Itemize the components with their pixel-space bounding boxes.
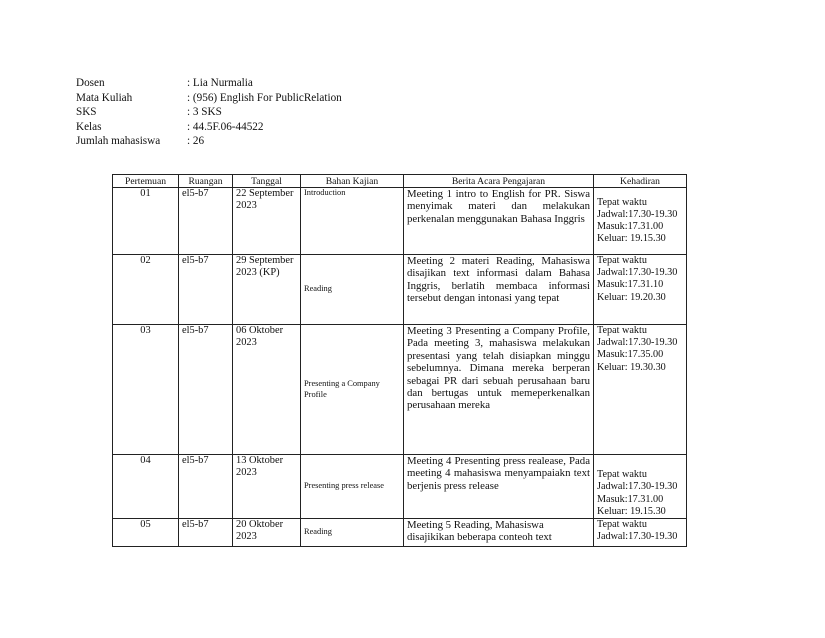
- info-value: : Lia Nurmalia: [187, 77, 253, 89]
- kehadiran-cell: [594, 325, 687, 455]
- tanggal-cell: 22 September 2023: [233, 188, 301, 255]
- kehadiran-jadwal: Jadwal:17.30-19.30: [597, 531, 678, 543]
- pertemuan-cell: 02: [113, 255, 179, 325]
- info-row-kelas: [76, 120, 342, 135]
- column-header-pertemuan: Pertemuan: [113, 175, 179, 188]
- kehadiran-keluar: Keluar: 19.20.30: [597, 291, 666, 303]
- bahan-kajian-cell: Reading: [301, 519, 404, 547]
- kehadiran-keluar: Keluar: 19.15.30: [597, 505, 666, 517]
- course-info: [76, 76, 342, 149]
- kehadiran-keluar: Keluar: 19.15.30: [597, 233, 666, 245]
- kehadiran-status: Tepat waktu: [597, 196, 647, 208]
- table-row: [113, 255, 687, 325]
- column-header-kehadiran: Kehadiran: [594, 175, 687, 188]
- bahan-kajian-cell: Presenting press release: [301, 455, 404, 519]
- tanggal-cell: 29 September 2023 (KP): [233, 255, 301, 325]
- table-row: [113, 188, 687, 255]
- kehadiran-cell: [594, 519, 687, 547]
- table-row: [113, 519, 687, 547]
- ruangan-cell: el5-b7: [179, 325, 233, 455]
- table-row: [113, 455, 687, 519]
- kehadiran-masuk: Masuk:17.31.00: [597, 221, 664, 232]
- kehadiran-jadwal: Jadwal:17.30-19.30: [597, 481, 678, 493]
- bahan-kajian-cell: Presenting a Company Profile: [301, 325, 404, 455]
- berita-acara-cell: Meeting 5 Reading, Mahasiswa disajikikan beberapa conteoh text: [404, 519, 594, 547]
- kehadiran-jadwal: Jadwal:17.30-19.30: [597, 337, 678, 349]
- ruangan-cell: el5-b7: [179, 455, 233, 519]
- info-value: : 26: [187, 135, 205, 147]
- kehadiran-status: Tepat waktu: [597, 469, 647, 481]
- ruangan-cell: el5-b7: [179, 255, 233, 325]
- berita-acara-cell: Meeting 1 intro to English for PR. Siswa menyimak materi dan melakukan perkenalan menggunakan Bahasa Inggris: [404, 188, 594, 255]
- column-header-tanggal: Tanggal: [233, 175, 301, 188]
- kehadiran-cell: [594, 255, 687, 325]
- pertemuan-cell: 05: [113, 519, 179, 547]
- kehadiran-masuk: Masuk:17.31.10: [597, 279, 664, 291]
- info-label: Dosen: [76, 77, 105, 89]
- info-value: : 3 SKS: [187, 106, 222, 118]
- berita-acara-cell: Meeting 3 Presenting a Company Profile, Pada meeting 3, mahasiswa melakukan presentasi yang telah disiapkan minggu sebelumnya. Dimana mereka berperan sebagai PR dari sebuah perusahaan baru dan bertugas untuk memeperkenalkan perusahaan mereka: [404, 325, 594, 455]
- pertemuan-cell: 04: [113, 455, 179, 519]
- table-header-row: [113, 175, 687, 188]
- bahan-kajian-cell: Introduction: [301, 188, 404, 255]
- kehadiran-masuk: Masuk:17.35.00: [597, 349, 664, 361]
- table-row: [113, 325, 687, 455]
- column-header-ruangan: Ruangan: [179, 175, 233, 188]
- berita-acara-cell: Meeting 4 Presenting press realease, Pada meeting 4 mahasiswa menyampaiakn text berjenis press release: [404, 455, 594, 519]
- kehadiran-status: Tepat waktu: [597, 255, 647, 266]
- bahan-kajian-cell: Reading: [301, 255, 404, 325]
- tanggal-cell: 20 Oktober 2023: [233, 519, 301, 547]
- column-header-berita-acara: Berita Acara Pengajaran: [404, 175, 594, 188]
- berita-acara-cell: Meeting 2 materi Reading, Mahasiswa disajikan text informasi dalam Bahasa Inggris, berlatih membaca informasi tersebut dengan intonasi yang tepat: [404, 255, 594, 325]
- info-row-sks: [76, 105, 342, 120]
- kehadiran-cell: [594, 455, 687, 519]
- info-label: Kelas: [76, 120, 102, 133]
- info-row-jumlah-mahasiswa: [76, 134, 342, 149]
- tanggal-cell: 13 Oktober 2023: [233, 455, 301, 519]
- info-label: SKS: [76, 106, 97, 118]
- kehadiran-status: Tepat waktu: [597, 325, 647, 336]
- kehadiran-keluar: Keluar: 19.30.30: [597, 361, 666, 373]
- kehadiran-status: Tepat waktu: [597, 519, 647, 530]
- ruangan-cell: el5-b7: [179, 519, 233, 547]
- column-header-bahan-kajian: Bahan Kajian: [301, 175, 404, 188]
- ruangan-cell: el5-b7: [179, 188, 233, 255]
- info-row-dosen: [76, 76, 342, 91]
- kehadiran-jadwal: Jadwal:17.30-19.30: [597, 267, 678, 279]
- tanggal-cell: 06 Oktober 2023: [233, 325, 301, 455]
- kehadiran-cell: [594, 188, 687, 255]
- pertemuan-cell: 01: [113, 188, 179, 255]
- info-row-mata-kuliah: [76, 91, 342, 106]
- info-value: : (956) English For PublicRelation: [187, 91, 342, 104]
- info-label: Jumlah mahasiswa: [76, 135, 161, 147]
- pertemuan-cell: 03: [113, 325, 179, 455]
- teaching-log-table: [112, 174, 687, 547]
- info-label: Mata Kuliah: [76, 91, 133, 104]
- kehadiran-masuk: Masuk:17.31.00: [597, 493, 664, 505]
- kehadiran-jadwal: Jadwal:17.30-19.30: [597, 208, 678, 220]
- info-value: : 44.5F.06-44522: [187, 120, 264, 133]
